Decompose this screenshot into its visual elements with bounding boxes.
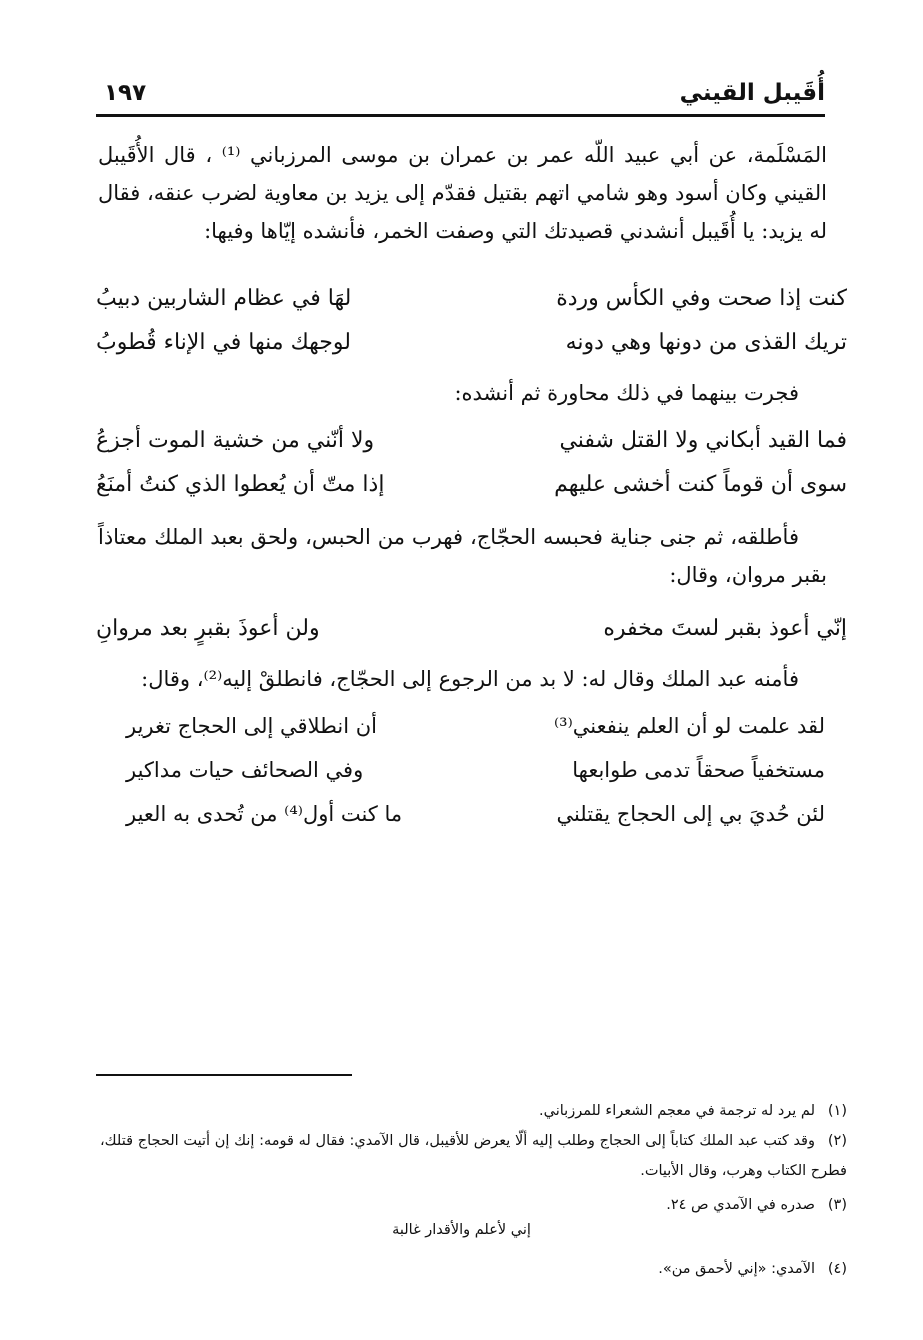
footnote-number: (٤) — [827, 1261, 847, 1277]
running-title: أُقَيبل القيني — [679, 80, 825, 106]
verse-first-hemistich: تريك القذى من دونها وهي دونه — [565, 329, 847, 355]
verse-first-hemistich: لئن حُديَ بي إلى الحجاج يقتلني — [556, 802, 825, 826]
footnote-verse: إني لأعلم والأقدار غالبة — [392, 1222, 531, 1238]
page-header — [96, 78, 825, 117]
footnote — [100, 1254, 847, 1284]
footnote-number: (٢) — [827, 1133, 847, 1149]
verse-second-hemistich: أن انطلاقي إلى الحجاج تغرير — [126, 714, 377, 738]
page-number: ١٩٧ — [104, 80, 147, 106]
verse-first-hemistich: فما القيد أبكاني ولا القتل شفني — [559, 427, 847, 453]
verse-first-hemistich: إنّي أعوذ بقبر لستَ مخفره — [603, 615, 847, 641]
verse-first-hemistich: سوى أن قوماً كنت أخشى عليهم — [554, 471, 847, 497]
verse-line — [96, 462, 847, 506]
verse-line — [126, 748, 825, 792]
verse-first-hemistich: كنت إذا صحت وفي الكأس وردة — [556, 285, 847, 311]
footnote-number: (٣) — [827, 1197, 847, 1213]
verse-line — [96, 606, 847, 650]
verse-line — [96, 276, 847, 320]
verse-second-hemistich: لهَا في عظام الشاربين دبيبُ — [96, 285, 352, 311]
verse-first-hemistich: مستخفياً صحقاً تدمى طوابعها — [572, 758, 825, 782]
paragraph-release: فأطلقه، ثم جنى جناية فحبسه الحجّاج، فهرب من الحبس، ولحق بعبد الملك معتاذاً بقبر مروان، وقال: — [98, 525, 827, 587]
footnote — [100, 1096, 847, 1126]
paragraph-dialogue: فجرت بينهما في ذلك محاورة ثم أنشده: — [454, 381, 799, 405]
verse-second-hemistich: لوجهك منها في الإناء قُطوبُ — [96, 329, 351, 355]
verse-second-hemistich: إذا متّ أن يُعطوا الذي كنتُ أمنَعُ — [96, 471, 385, 497]
paragraph-amnesty: فأمنه عبد الملك وقال له: لا بد من الرجوع إلى الحجّاج، فانطلقْ إليه⁽²⁾، وقال: — [141, 667, 799, 691]
footnote-text: صدره في الآمدي ص ٢٤. — [666, 1197, 815, 1213]
verse-line — [126, 704, 825, 748]
verse-line — [126, 792, 825, 836]
verse-first-hemistich: لقد علمت لو أن العلم ينفعني⁽³⁾ — [554, 714, 825, 738]
verse-second-hemistich: ولا أنّني من خشية الموت أجزعُ — [96, 427, 375, 453]
paragraph-intro: المَسْلَمة، عن أبي عبيد اللّه عمر بن عمران بن موسى المرزباني ⁽¹⁾ ، قال الأُقَيبل القيني وكان أسود وهو شامي اتهم بقتيل فقدّم إلى يزيد بن معاوية لضرب عنقه، فقال له يزيد: يا أُقَيبل أنشدني قصيدتك التي وصفت الخمر، فأنشده إيّاها وفيها: — [98, 143, 828, 243]
verse-line — [96, 320, 847, 364]
footnote-text: الآمدي: «إني لأحمق من». — [658, 1261, 815, 1277]
verse-second-hemistich: ما كنت أول⁽⁴⁾ من تُحدى به العير — [126, 802, 403, 826]
verse-second-hemistich: ولن أعوذَ بقبرٍ بعد مروانِ — [96, 615, 320, 641]
footnote-text: وقد كتب عبد الملك كتاباً إلى الحجاج وطلب إليه ألّا يعرض للأقيبل، قال الآمدي: فقال له قومه: إنك إن أتيت الحجاج قتلك، فطرح الكتاب وهرب، وقال الأبيات. — [100, 1133, 847, 1179]
footnote — [100, 1190, 847, 1220]
footnote-text: لم يرد له ترجمة في معجم الشعراء للمرزباني. — [539, 1103, 815, 1119]
footnote — [100, 1126, 847, 1186]
footnote-number: (١) — [827, 1103, 847, 1119]
verse-line — [96, 418, 847, 462]
verse-second-hemistich: وفي الصحائف حيات مداكير — [126, 758, 364, 782]
footnote-divider — [96, 1074, 352, 1076]
